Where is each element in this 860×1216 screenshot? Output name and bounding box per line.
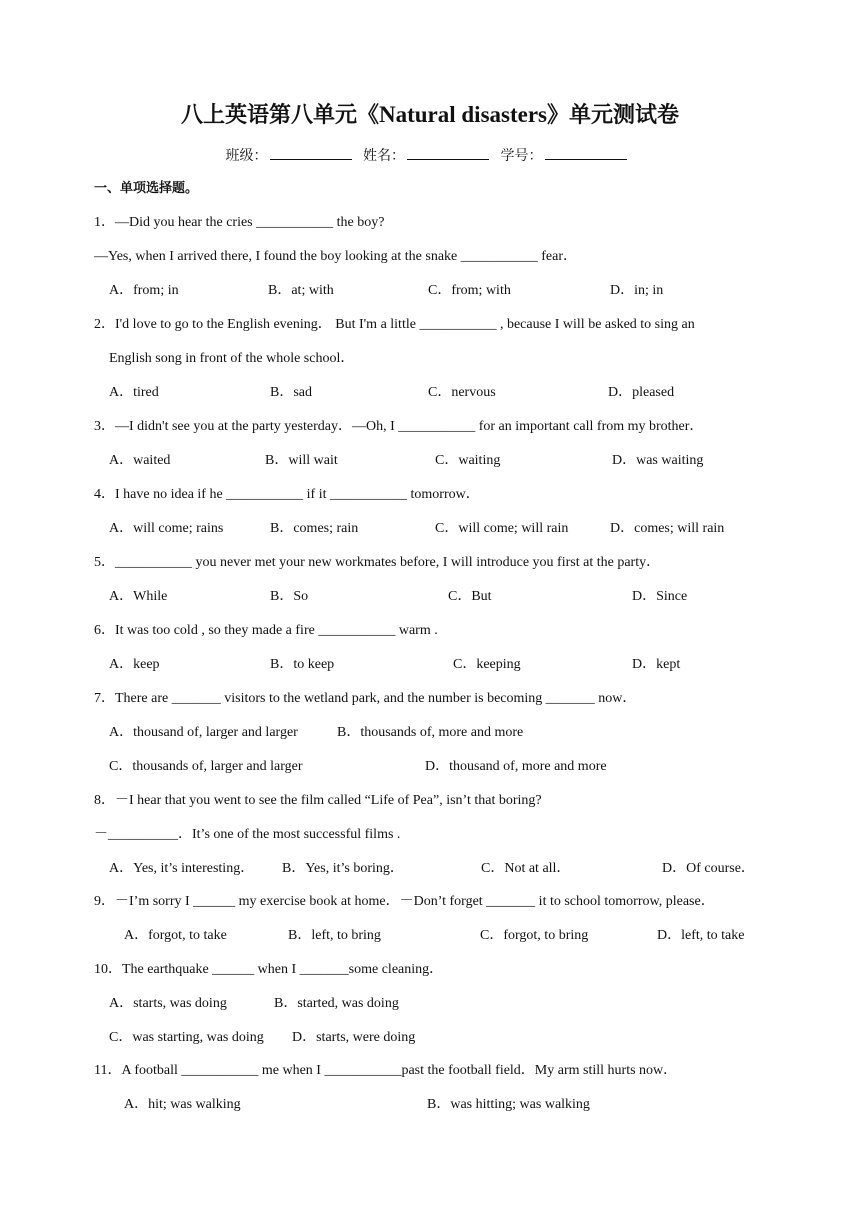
question-8-option-a[interactable]: A．Yes, it’s interesting． <box>109 861 255 876</box>
question-7-stem: 7．There are _______ visitors to the wetland park, and the number is becoming _______ now． <box>94 691 637 706</box>
question-6-option-b[interactable]: B．to keep <box>270 657 335 672</box>
question-8-stem-2: －__________．It’s one of the most successful films . <box>94 827 401 842</box>
question-4-option-a[interactable]: A．will come; rains <box>109 521 224 536</box>
student-info-row <box>0 146 860 166</box>
question-6-option-a[interactable]: A．keep <box>109 657 160 672</box>
question-9-option-a[interactable]: A．forgot, to take <box>124 928 227 943</box>
question-5-stem: 5．___________ you never met your new workmates before, I will introduce you first at the party． <box>94 555 661 570</box>
question-1-option-a[interactable]: A．from; in <box>109 283 179 298</box>
question-9-option-d[interactable]: D．left, to take <box>657 928 745 943</box>
class-blank[interactable] <box>270 146 352 160</box>
question-3-option-b[interactable]: B．will wait <box>265 453 338 468</box>
question-2-option-b[interactable]: B．sad <box>270 385 312 400</box>
question-1-stem: 1．—Did you hear the cries ___________ the boy? <box>94 215 385 230</box>
page-title <box>0 100 860 130</box>
question-9-option-c[interactable]: C．forgot, to bring <box>480 928 589 943</box>
question-10-option-a[interactable]: A．starts, was doing <box>109 996 227 1011</box>
question-2-option-d[interactable]: D．pleased <box>608 385 675 400</box>
question-8-option-d[interactable]: D．Of course． <box>662 861 755 876</box>
question-8-option-c[interactable]: C．Not at all． <box>481 861 571 876</box>
question-4-stem: 4．I have no idea if he ___________ if it ___________ tomorrow． <box>94 487 480 502</box>
title-cn-suffix: 》单元测试卷 <box>547 102 680 128</box>
question-4-option-d[interactable]: D．comes; will rain <box>610 521 725 536</box>
class-label: 班级： <box>225 149 268 164</box>
question-10-option-c[interactable]: C．was starting, was doing <box>109 1030 264 1045</box>
question-7-option-d[interactable]: D．thousand of, more and more <box>425 759 607 774</box>
question-5-option-b[interactable]: B．So <box>270 589 309 604</box>
question-7-option-b[interactable]: B．thousands of, more and more <box>337 725 524 740</box>
question-2-option-c[interactable]: C．nervous <box>428 385 496 400</box>
title-cn-prefix: 八上英语第八单元《 <box>180 102 379 128</box>
question-10-stem: 10．The earthquake ______ when I _______some cleaning． <box>94 962 444 977</box>
question-1-option-d[interactable]: D．in; in <box>610 283 664 298</box>
question-2-stem: 2．I'd love to go to the English evening． But I'm a little ___________ , because I will be asked to sing an <box>94 317 695 332</box>
question-7-option-c[interactable]: C．thousands of, larger and larger <box>109 759 303 774</box>
question-2-stem-2: English song in front of the whole school． <box>109 351 355 366</box>
question-3-option-d[interactable]: D．was waiting <box>612 453 704 468</box>
question-2-option-a[interactable]: A．tired <box>109 385 159 400</box>
question-10-option-b[interactable]: B．started, was doing <box>274 996 399 1011</box>
question-5-option-c[interactable]: C．But <box>448 589 492 604</box>
question-6-stem: 6．It was too cold , so they made a fire ___________ warm . <box>94 623 438 638</box>
name-label: 姓名： <box>363 149 405 164</box>
question-6-option-c[interactable]: C．keeping <box>453 657 521 672</box>
question-7-option-a[interactable]: A．thousand of, larger and larger <box>109 725 298 740</box>
question-11-option-b[interactable]: B．was hitting; was walking <box>427 1097 590 1112</box>
question-5-option-a[interactable]: A．While <box>109 589 168 604</box>
title-en: Natural disasters <box>378 102 548 127</box>
question-8-stem: 8．－I hear that you went to see the film called “Life of Pea”, isn’t that boring? <box>94 793 542 808</box>
question-6-option-d[interactable]: D．kept <box>632 657 681 672</box>
question-11-stem: 11．A football ___________ me when I ___________past the football field．My arm still hurts now． <box>94 1063 678 1078</box>
section-heading: 一、单项选择题。 <box>94 181 199 196</box>
id-label: 学号： <box>500 149 543 164</box>
question-4-option-b[interactable]: B．comes; rain <box>270 521 359 536</box>
question-9-option-b[interactable]: B．left, to bring <box>288 928 381 943</box>
question-1-option-c[interactable]: C．from; with <box>428 283 511 298</box>
question-10-option-d[interactable]: D．starts, were doing <box>292 1030 416 1045</box>
question-9-stem: 9．－I’m sorry I ______ my exercise book at home．－Don’t forget _______ it to school tomorrow, please． <box>94 894 715 909</box>
question-3-stem: 3．—I didn't see you at the party yesterday．—Oh, I ___________ for an important call from my brother． <box>94 419 704 434</box>
question-3-option-c[interactable]: C．waiting <box>435 453 501 468</box>
question-5-option-d[interactable]: D．Since <box>632 589 688 604</box>
question-1-stem-2: —Yes, when I arrived there, I found the boy looking at the snake ___________ fear． <box>94 249 578 264</box>
question-4-option-c[interactable]: C．will come; will rain <box>435 521 569 536</box>
question-8-option-b[interactable]: B．Yes, it’s boring． <box>282 861 404 876</box>
question-3-option-a[interactable]: A．waited <box>109 453 171 468</box>
name-blank[interactable] <box>407 146 489 160</box>
question-11-option-a[interactable]: A．hit; was walking <box>124 1097 241 1112</box>
id-blank[interactable] <box>545 146 627 160</box>
question-1-option-b[interactable]: B．at; with <box>268 283 334 298</box>
